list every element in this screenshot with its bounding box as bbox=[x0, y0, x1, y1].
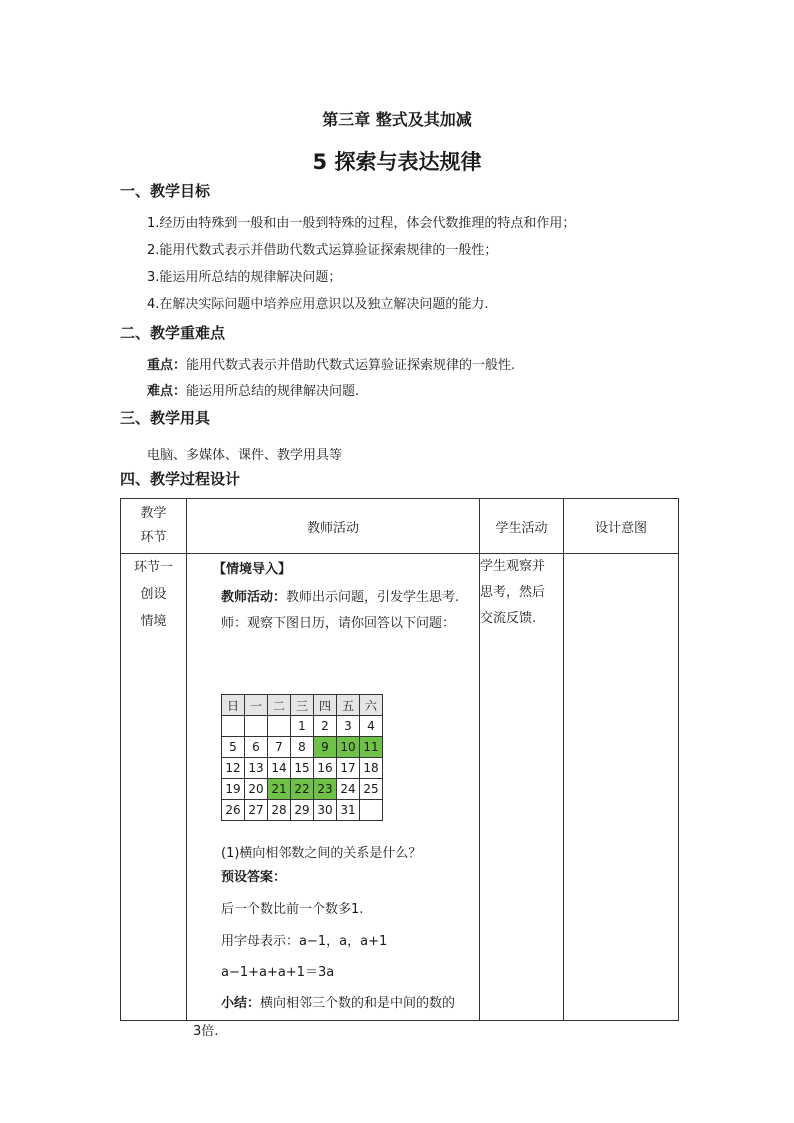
answer-line: 后一个数比前一个数多1. bbox=[221, 902, 364, 917]
calendar-day: 11 bbox=[360, 737, 383, 758]
section-heading-tools: 三、教学用具 bbox=[120, 409, 211, 427]
calendar-day: 14 bbox=[268, 758, 291, 779]
calendar-day: 25 bbox=[360, 779, 383, 800]
summary-continuation: 3倍. bbox=[193, 1024, 219, 1039]
difficult-point-text: 能运用所总结的规律解决问题. bbox=[186, 384, 360, 399]
goal-item: 1.经历由特殊到一般和由一般到特殊的过程，体会代数推理的特点和作用； bbox=[147, 216, 576, 231]
header-stage-line2: 环节 bbox=[140, 530, 167, 545]
calendar-day: 4 bbox=[360, 716, 383, 737]
calendar-weekday: 一 bbox=[245, 695, 268, 716]
header-stage bbox=[121, 499, 187, 554]
calendar-day: 15 bbox=[291, 758, 314, 779]
stage-line: 创设 bbox=[140, 587, 167, 602]
section-heading-goals: 一、教学目标 bbox=[120, 182, 211, 200]
design-intent-cell bbox=[564, 554, 679, 1021]
calendar-weekday: 四 bbox=[314, 695, 337, 716]
calendar-day: 18 bbox=[360, 758, 383, 779]
calendar-day: 16 bbox=[314, 758, 337, 779]
calendar-day: 30 bbox=[314, 800, 337, 821]
goal-item: 2.能用代数式表示并借助代数式运算验证探索规律的一般性； bbox=[147, 243, 498, 258]
calendar-weekday: 日 bbox=[222, 695, 245, 716]
calendar-week bbox=[222, 716, 383, 737]
stage-line: 环节一 bbox=[133, 560, 173, 575]
header-student-activity: 学生活动 bbox=[480, 499, 564, 554]
header-design-intent: 设计意图 bbox=[564, 499, 679, 554]
table-header-row bbox=[121, 499, 679, 554]
goal-item: 3.能运用所总结的规律解决问题； bbox=[147, 270, 342, 285]
calendar-day: 2 bbox=[314, 716, 337, 737]
tools-text: 电脑、多媒体、课件、教学用具等 bbox=[147, 448, 343, 463]
calendar-day: 21 bbox=[268, 779, 291, 800]
calendar-week bbox=[222, 737, 383, 758]
summary-line bbox=[221, 992, 455, 1011]
calendar-day: 6 bbox=[245, 737, 268, 758]
calendar-week bbox=[222, 758, 383, 779]
process-table bbox=[120, 498, 679, 1039]
teacher-activity-text: 教师出示问题，引发学生思考. bbox=[286, 590, 460, 605]
student-activity-line: 学生观察并 bbox=[480, 559, 546, 574]
calendar-day: 20 bbox=[245, 779, 268, 800]
summary-text: 横向相邻三个数的和是中间的数的 bbox=[260, 996, 456, 1011]
calendar-day: 1 bbox=[291, 716, 314, 737]
summary-label: 小结： bbox=[221, 996, 261, 1011]
section-heading-key-points: 二、教学重难点 bbox=[120, 324, 226, 342]
key-point-text: 能用代数式表示并借助代数式运算验证探索规律的一般性. bbox=[186, 358, 516, 373]
calendar-week bbox=[222, 779, 383, 800]
calendar-day: 19 bbox=[222, 779, 245, 800]
table-row bbox=[121, 554, 679, 1021]
calendar-day bbox=[268, 716, 291, 737]
student-activity-line: 思考，然后 bbox=[480, 585, 546, 600]
teacher-activity-cell bbox=[187, 554, 480, 1039]
calendar-day: 8 bbox=[291, 737, 314, 758]
header-teacher-activity: 教师活动 bbox=[187, 499, 480, 554]
calendar-day: 22 bbox=[291, 779, 314, 800]
key-point bbox=[147, 354, 515, 373]
teacher-activity-line bbox=[221, 586, 459, 605]
section-heading-process: 四、教学过程设计 bbox=[120, 470, 241, 488]
calendar-day: 7 bbox=[268, 737, 291, 758]
chapter-title: 第三章 整式及其加减 bbox=[322, 110, 472, 129]
student-activity-line: 交流反馈. bbox=[480, 611, 537, 626]
calendar-day: 29 bbox=[291, 800, 314, 821]
calendar-day: 5 bbox=[222, 737, 245, 758]
question-1: (1)横向相邻数之间的关系是什么？ bbox=[221, 846, 422, 861]
difficult-point bbox=[147, 380, 359, 399]
calendar-weekday-row bbox=[222, 695, 383, 716]
calendar-weekday: 六 bbox=[360, 695, 383, 716]
calendar-weekday: 二 bbox=[268, 695, 291, 716]
calendar-day: 24 bbox=[337, 779, 360, 800]
calendar-day: 23 bbox=[314, 779, 337, 800]
difficult-point-label: 难点： bbox=[147, 384, 187, 399]
calendar-day bbox=[360, 800, 383, 821]
calendar-day: 27 bbox=[245, 800, 268, 821]
calendar-day: 31 bbox=[337, 800, 360, 821]
calendar-day: 12 bbox=[222, 758, 245, 779]
calendar-day: 26 bbox=[222, 800, 245, 821]
calendar-day: 28 bbox=[268, 800, 291, 821]
calendar-weekday: 五 bbox=[337, 695, 360, 716]
calendar-day bbox=[245, 716, 268, 737]
preset-answer-label: 预设答案： bbox=[221, 870, 287, 885]
calendar-day: 13 bbox=[245, 758, 268, 779]
header-stage-line1: 教学 bbox=[140, 506, 167, 521]
calendar-weekday: 三 bbox=[291, 695, 314, 716]
intro-tag: 【情境导入】 bbox=[213, 562, 292, 577]
lesson-title: 5 探索与表达规律 bbox=[312, 150, 482, 174]
teacher-prompt: 师：观察下图日历，请你回答以下问题： bbox=[221, 616, 456, 631]
goal-item: 4.在解决实际问题中培养应用意识以及独立解决问题的能力. bbox=[147, 297, 489, 312]
calendar-day: 10 bbox=[337, 737, 360, 758]
answer-line: 用字母表示：a−1，a，a+1 bbox=[221, 934, 388, 949]
key-point-label: 重点： bbox=[147, 358, 187, 373]
calendar-day bbox=[222, 716, 245, 737]
calendar-day: 3 bbox=[337, 716, 360, 737]
teacher-activity-label: 教师活动： bbox=[221, 590, 287, 605]
calendar bbox=[221, 694, 383, 821]
calendar-day: 17 bbox=[337, 758, 360, 779]
calendar-day: 9 bbox=[314, 737, 337, 758]
student-activity-cell bbox=[480, 554, 564, 1021]
stage-line: 情境 bbox=[140, 614, 167, 629]
calendar-week bbox=[222, 800, 383, 821]
answer-line: a−1+a+a+1＝3a bbox=[221, 965, 335, 980]
stage-cell bbox=[121, 554, 187, 1021]
